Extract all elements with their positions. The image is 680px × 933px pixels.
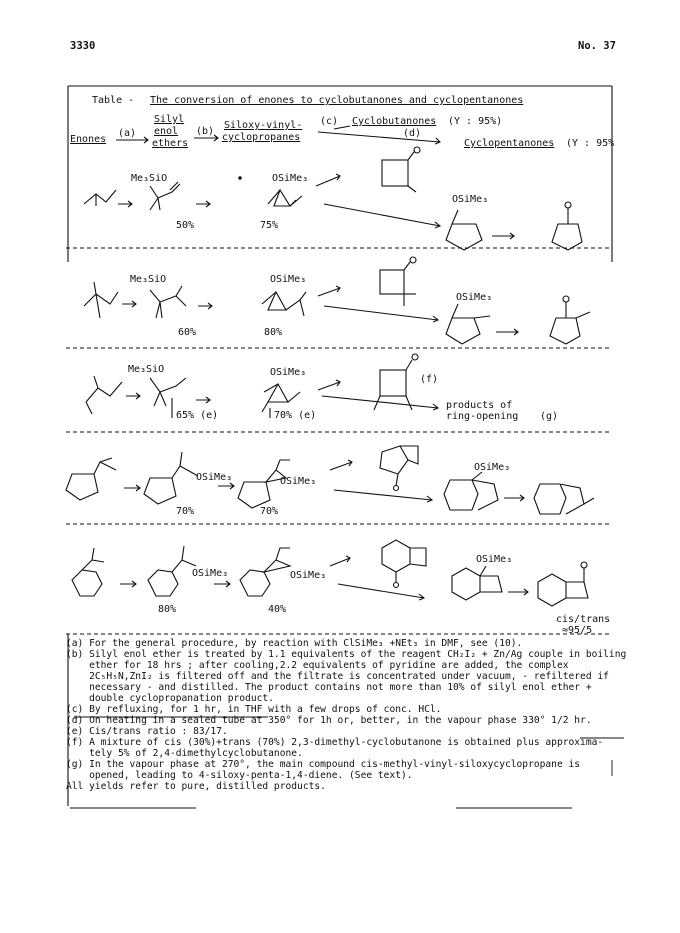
note-c: (c) By refluxing, for 1 hr, in THF with a few drops of conc. HCl. — [66, 704, 442, 715]
structure-label: 40% — [268, 604, 287, 615]
structure-label: Me₃SiO — [131, 173, 168, 184]
step-d: (d) — [403, 128, 422, 139]
note-e: (e) Cis/trans ratio : 83/17. — [66, 726, 228, 737]
structure-label: 80% — [158, 604, 177, 615]
structure-label: Me₃SiO — [128, 364, 165, 375]
structure-label: OSiMe₃ — [452, 194, 489, 205]
structure-label: OSiMe₃ — [474, 462, 511, 473]
structure-label: OSiMe₃ — [270, 367, 307, 378]
structure-label: OSiMe₃ — [290, 570, 327, 581]
structure-label: OSiMe₃ — [272, 173, 309, 184]
enone-1 — [84, 190, 116, 204]
structure-label: cis/trans — [556, 614, 611, 625]
structure-label: 65% (e) — [176, 410, 219, 421]
col-cyclopentanones-yield: (Y : 95% — [566, 138, 615, 149]
note-b-4: necessary - and distilled. The product contains not more than 10% of silyl enol ether + — [66, 682, 592, 693]
row-separators — [66, 248, 612, 634]
structure-label: 80% — [264, 327, 283, 338]
structure-label: 70% (e) — [274, 410, 317, 421]
note-f-2: tely 5% of 2,4-dimethylcyclobutanone. — [66, 748, 303, 759]
structure-label: OSiMe₃ — [456, 292, 493, 303]
structure-label: (g) — [540, 411, 559, 422]
note-all-yields: All yields refer to pure, distilled products. — [66, 781, 326, 792]
footnotes — [66, 638, 626, 792]
table-title-prefix: Table - — [92, 95, 135, 106]
col-silyl-3: ethers — [152, 138, 189, 149]
row-2 — [84, 257, 590, 344]
note-b-1: (b) Silyl enol ether is treated by 1.1 equivalents of the reagent CH₂I₂ + Zn/Ag couple in boiling — [66, 649, 627, 660]
structure-label: OSiMe₃ — [270, 274, 307, 285]
structure-label: ≈95/5 — [562, 625, 593, 636]
col-cp-2: cyclopropanes — [222, 132, 301, 143]
structure-label: (f) — [420, 374, 439, 385]
col-cyclobutanones-yield: (Y : 95%) — [448, 116, 503, 127]
step-a: (a) — [118, 128, 137, 139]
structure-label: products of — [446, 400, 513, 411]
col-silyl-2: enol — [154, 126, 179, 137]
col-cyclopentanones: Cyclopentanones — [464, 138, 555, 149]
structure-label: OSiMe₃ — [476, 554, 513, 565]
step-c: (c) — [320, 116, 339, 127]
journal-issue: No. 37 — [578, 40, 616, 52]
page-number: 3330 — [70, 40, 96, 52]
note-a: (a) For the general procedure, by reaction with ClSiMe₃ +NEt₃ in DMF, see (10). — [66, 638, 523, 649]
note-f-1: (f) A mixture of cis (30%)+trans (70%) 2,3-dimethyl-cyclobutanone is obtained plus approxima- — [66, 737, 604, 748]
col-cp-1: Siloxy-vinyl- — [224, 120, 303, 131]
row-3 — [86, 354, 558, 422]
structure-label: 60% — [178, 327, 197, 338]
structure-label: OSiMe₃ — [280, 476, 317, 487]
col-cyclobutanones: Cyclobutanones — [352, 116, 437, 127]
note-b-5: double cyclopropanation product. — [66, 693, 274, 704]
structure-label: 70% — [260, 506, 279, 517]
note-g-1: (g) In the vapour phase at 270°, the main compound cis-methyl-vinyl-siloxycyclopropane is — [66, 759, 581, 770]
structure-label: OSiMe₃ — [196, 472, 233, 483]
structure-label: OSiMe₃ — [192, 568, 229, 579]
table-title: The conversion of enones to cyclobutanones and cyclopentanones — [150, 95, 524, 106]
note-b-2: ether for 18 hrs ; after cooling,2.2 equivalents of pyridine are added, the complex — [66, 660, 569, 671]
row-4 — [66, 446, 594, 517]
note-b-3: 2C₅H₅N,ZnI₂ is filtered off and the filtrate is concentrated under vacuum, - refiltered if — [66, 671, 609, 682]
step-b: (b) — [196, 126, 215, 137]
structure-label: ring-opening — [446, 411, 519, 422]
col-enones: Enones — [70, 134, 107, 145]
col-silyl-1: Silyl — [154, 114, 185, 125]
structure-label: 75% — [260, 220, 279, 231]
structure-label: Me₃SiO — [130, 274, 167, 285]
note-d: (d) On heating in a sealed tube at 350° for 1h or, better, in the vapour phase 330° 1/2 hr. — [66, 715, 592, 726]
row-1 — [84, 147, 582, 250]
row-5 — [72, 540, 610, 636]
structure-label: 50% — [176, 220, 195, 231]
note-g-2: opened, leading to 4-siloxy-penta-1,4-diene. (See text). — [66, 770, 413, 781]
structure-label: 70% — [176, 506, 195, 517]
